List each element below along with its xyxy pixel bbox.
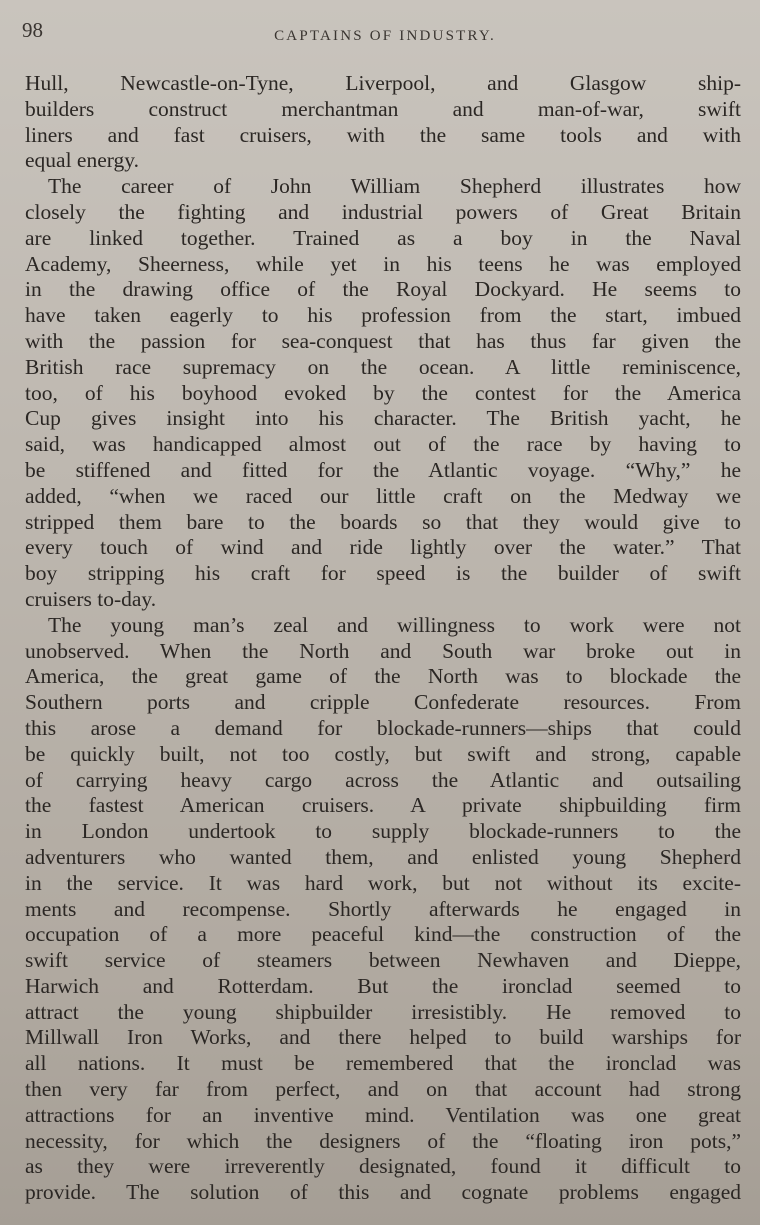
text-line: with the passion for sea-conquest that has thus far given the bbox=[25, 328, 741, 353]
text-line: said, was handicapped almost out of the race by having to bbox=[25, 432, 741, 457]
text-line: closely the fighting and industrial powers of Great Britain bbox=[25, 199, 741, 224]
text-line: adventurers who wanted them, and enlisted young Shepherd bbox=[25, 844, 741, 869]
text-line: Academy, Sheerness, while yet in his teens he was employed bbox=[25, 251, 741, 276]
text-line: occupation of a more peaceful kind—the construction of the bbox=[25, 922, 741, 947]
text-line: Harwich and Rotterdam. But the ironclad seemed to bbox=[25, 973, 741, 998]
paragraph bbox=[25, 174, 741, 613]
text-line: The young man’s zeal and willingness to work were not bbox=[48, 612, 741, 637]
text-line: Cup gives insight into his character. The British yacht, he bbox=[25, 406, 741, 431]
text-line: builders construct merchantman and man-of-war, swift bbox=[25, 96, 741, 121]
text-line: unobserved. When the North and South war broke out in bbox=[25, 638, 741, 663]
page-number: 98 bbox=[22, 18, 43, 42]
text-line: have taken eagerly to his profession from the start, imbued bbox=[25, 303, 741, 328]
text-line: in the drawing office of the Royal Dockyard. He seems to bbox=[25, 277, 741, 302]
text-line: be stiffened and fitted for the Atlantic voyage. “Why,” he bbox=[25, 457, 741, 482]
paragraph bbox=[25, 71, 741, 174]
text-line: Millwall Iron Works, and there helped to build warships for bbox=[25, 1025, 741, 1050]
body-text bbox=[25, 71, 741, 1206]
text-line: boy stripping his craft for speed is the builder of swift bbox=[25, 561, 741, 586]
text-line: British race supremacy on the ocean. A little reminiscence, bbox=[25, 354, 741, 379]
text-line: cruisers to-day. bbox=[25, 586, 157, 611]
text-line: Southern ports and cripple Confederate resources. From bbox=[25, 690, 741, 715]
text-line: America, the great game of the North was to blockade the bbox=[25, 664, 741, 689]
text-line: too, of his boyhood evoked by the contest for the America bbox=[25, 380, 741, 405]
text-line: the fastest American cruisers. A private shipbuilding firm bbox=[25, 793, 741, 818]
text-line: swift service of steamers between Newhaven and Dieppe, bbox=[25, 948, 741, 973]
text-line: as they were irreverently designated, found it difficult to bbox=[25, 1154, 741, 1179]
text-line: are linked together. Trained as a boy in the Naval bbox=[25, 225, 741, 250]
text-line: in London undertook to supply blockade-runners to the bbox=[25, 819, 741, 844]
text-line: attractions for an inventive mind. Ventilation was one great bbox=[25, 1102, 741, 1127]
text-line: ments and recompense. Shortly afterwards he engaged in bbox=[25, 896, 741, 921]
text-line: equal energy. bbox=[25, 148, 140, 173]
text-line: stripped them bare to the boards so that they would give to bbox=[25, 509, 741, 534]
text-line: of carrying heavy cargo across the Atlantic and outsailing bbox=[25, 767, 741, 792]
text-line: then very far from perfect, and on that account had strong bbox=[25, 1077, 741, 1102]
text-line: attract the young shipbuilder irresistibly. He removed to bbox=[25, 999, 741, 1024]
text-line: The career of John William Shepherd illustrates how bbox=[48, 174, 741, 199]
text-line: this arose a demand for blockade-runners—ships that could bbox=[25, 715, 741, 740]
text-line: necessity, for which the designers of the “floating iron pots,” bbox=[25, 1128, 741, 1153]
text-line: liners and fast cruisers, with the same tools and with bbox=[25, 122, 741, 147]
text-line: provide. The solution of this and cognate problems engaged bbox=[25, 1180, 741, 1205]
text-line: all nations. It must be remembered that the ironclad was bbox=[25, 1051, 741, 1076]
paragraph bbox=[25, 613, 741, 1206]
text-line: Hull, Newcastle-on-Tyne, Liverpool, and Glasgow ship- bbox=[25, 71, 741, 95]
text-line: be quickly built, not too costly, but swift and strong, capable bbox=[25, 741, 741, 766]
text-line: in the service. It was hard work, but not without its excite- bbox=[25, 870, 741, 895]
text-line: every touch of wind and ride lightly over the water.” That bbox=[25, 535, 741, 560]
running-head: CAPTAINS OF INDUSTRY. bbox=[274, 28, 496, 44]
text-line: added, “when we raced our little craft on the Medway we bbox=[25, 483, 741, 508]
